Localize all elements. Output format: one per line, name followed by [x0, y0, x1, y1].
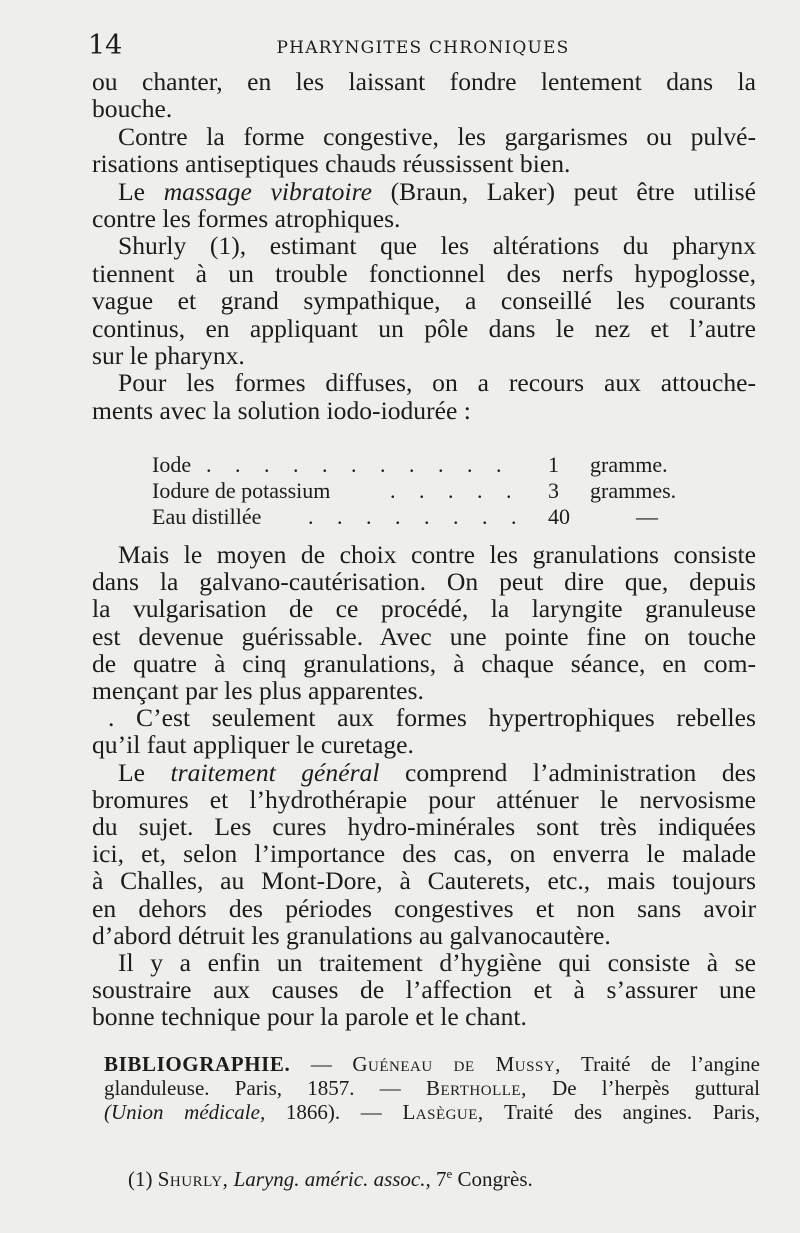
bibliography [104, 1052, 760, 1124]
footnote: (1) Shurly, Laryng. améric. assoc., 7e Congrès. [128, 1166, 533, 1191]
text-line: sur le pharynx. [92, 341, 245, 371]
journal-title: (Union médicale, [104, 1100, 266, 1124]
text-line: à Challes, au Mont-Dore, à Cauterets, etc., mais toujours [92, 866, 756, 896]
text-line: bromures et l’hydrothérapie pour atténuer le nervosisme [92, 784, 756, 814]
citation-author: Bertholle, [426, 1076, 527, 1100]
text-line: continus, en appliquant un pôle dans le nez et l’autre [92, 313, 756, 343]
formula-row [152, 478, 712, 504]
leader-dots: . . . . . . . . . . . [206, 452, 511, 477]
text-line: bouche. [92, 94, 173, 124]
text-line: Contre la forme congestive, les gargarismes ou pulvé- [118, 121, 756, 151]
text-line: est devenue guérissable. Avec une pointe fine on touche [92, 621, 756, 651]
text-line: Il y a enfin un traitement d’hygiène qui consiste à se [118, 948, 756, 978]
text-line: qu’il faut appliquer le curetage. [92, 730, 414, 760]
text-line: Pour les formes diffuses, on a recours aux attouche- [118, 368, 756, 398]
footnote-marker: (1) [128, 1167, 158, 1191]
text-line: ou chanter, en les laissant fondre lentement dans la [92, 67, 756, 96]
ingredient-quantity: 1 [548, 452, 559, 477]
ingredient-unit: grammes. [590, 478, 677, 503]
bibliography-heading: BIBLIOGRAPHIE. [104, 1052, 291, 1076]
ingredient-name: Iode [152, 452, 192, 477]
text-line: ments avec la solution iodo-iodurée : [92, 395, 471, 425]
text-line-with-italic: Le massage vibratoire (Braun, Laker) peut être utilisé [118, 176, 756, 206]
citation-author: Lasègue, [402, 1100, 484, 1124]
footnote-title: Laryng. améric. assoc., [228, 1167, 431, 1191]
page-header [88, 30, 758, 62]
ingredient-unit: — [636, 504, 658, 529]
leader-dots: . . . . . . . . [308, 504, 526, 529]
leader-dots: . . . . . [390, 478, 521, 503]
citation-author: Guéneau de Mussy, [352, 1052, 561, 1076]
text-line: . C’est seulement aux formes hypertrophiques rebelles [108, 703, 756, 733]
text-line: Shurly (1), estimant que les altérations du pharynx [118, 231, 756, 261]
ingredient-quantity: 40 [548, 504, 570, 529]
text-line: vague et grand sympathique, a conseillé les courants [92, 286, 756, 316]
text-line: du sujet. Les cures hydro-minérales sont très indiquées [92, 812, 756, 842]
text-line: Mais le moyen de choix contre les granulations consiste [118, 540, 756, 569]
italic-term: traitement général [170, 757, 380, 787]
text-line: en dehors des périodes congestives et non sans avoir [92, 893, 756, 923]
page-number: 14 [88, 30, 123, 61]
ingredient-name: Iodure de potassium [152, 478, 331, 503]
text-line: tiennent à un trouble fonctionnel des nerfs hypoglosse, [92, 258, 756, 288]
body-text-top [92, 68, 756, 424]
text-line: d’abord détruit les granulations au galvanocautère. [92, 920, 611, 950]
text-line: ici, et, selon l’importance des cas, on enverra le malade [92, 839, 756, 869]
text-line: contre les formes atrophiques. [92, 204, 401, 234]
formula-row [152, 452, 712, 478]
running-head: PHARYNGITES CHRONIQUES [276, 38, 570, 58]
text-line: la vulgarisation de ce procédé, la laryngite granuleuse [92, 594, 756, 624]
prescription-formula [152, 452, 712, 530]
text-line: bonne technique pour la parole et le chant. [92, 1002, 527, 1032]
footnote-author: Shurly, [157, 1167, 229, 1191]
text-line: soustraire aux causes de l’affection et à s’assurer une [92, 975, 756, 1005]
bibliography-line: glanduleuse. Paris, 1857. — Bertholle, De l’herpès guttural [104, 1076, 760, 1100]
formula-row [152, 504, 712, 530]
ingredient-quantity: 3 [548, 478, 559, 503]
italic-term: massage vibratoire [163, 176, 372, 206]
bibliography-line: (Union médicale, 1866). — Lasègue, Traité des angines. Paris, [104, 1100, 760, 1124]
ingredient-name: Eau distillée [152, 504, 262, 529]
ingredient-unit: gramme. [590, 452, 668, 477]
bibliography-line: BIBLIOGRAPHIE. — Guéneau de Mussy, Traité de l’angine [104, 1052, 761, 1076]
text-line-with-italic: Le traitement général comprend l’administration des [118, 757, 756, 787]
text-line: risations antiseptiques chauds réussissent bien. [92, 149, 571, 179]
text-line: de quatre à cinq granulations, à chaque séance, en com- [92, 648, 756, 678]
text-line: mençant par les plus apparentes. [92, 676, 424, 706]
text-line: dans la galvano-cautérisation. On peut dire que, depuis [92, 567, 756, 597]
body-text-bottom [92, 541, 756, 1031]
